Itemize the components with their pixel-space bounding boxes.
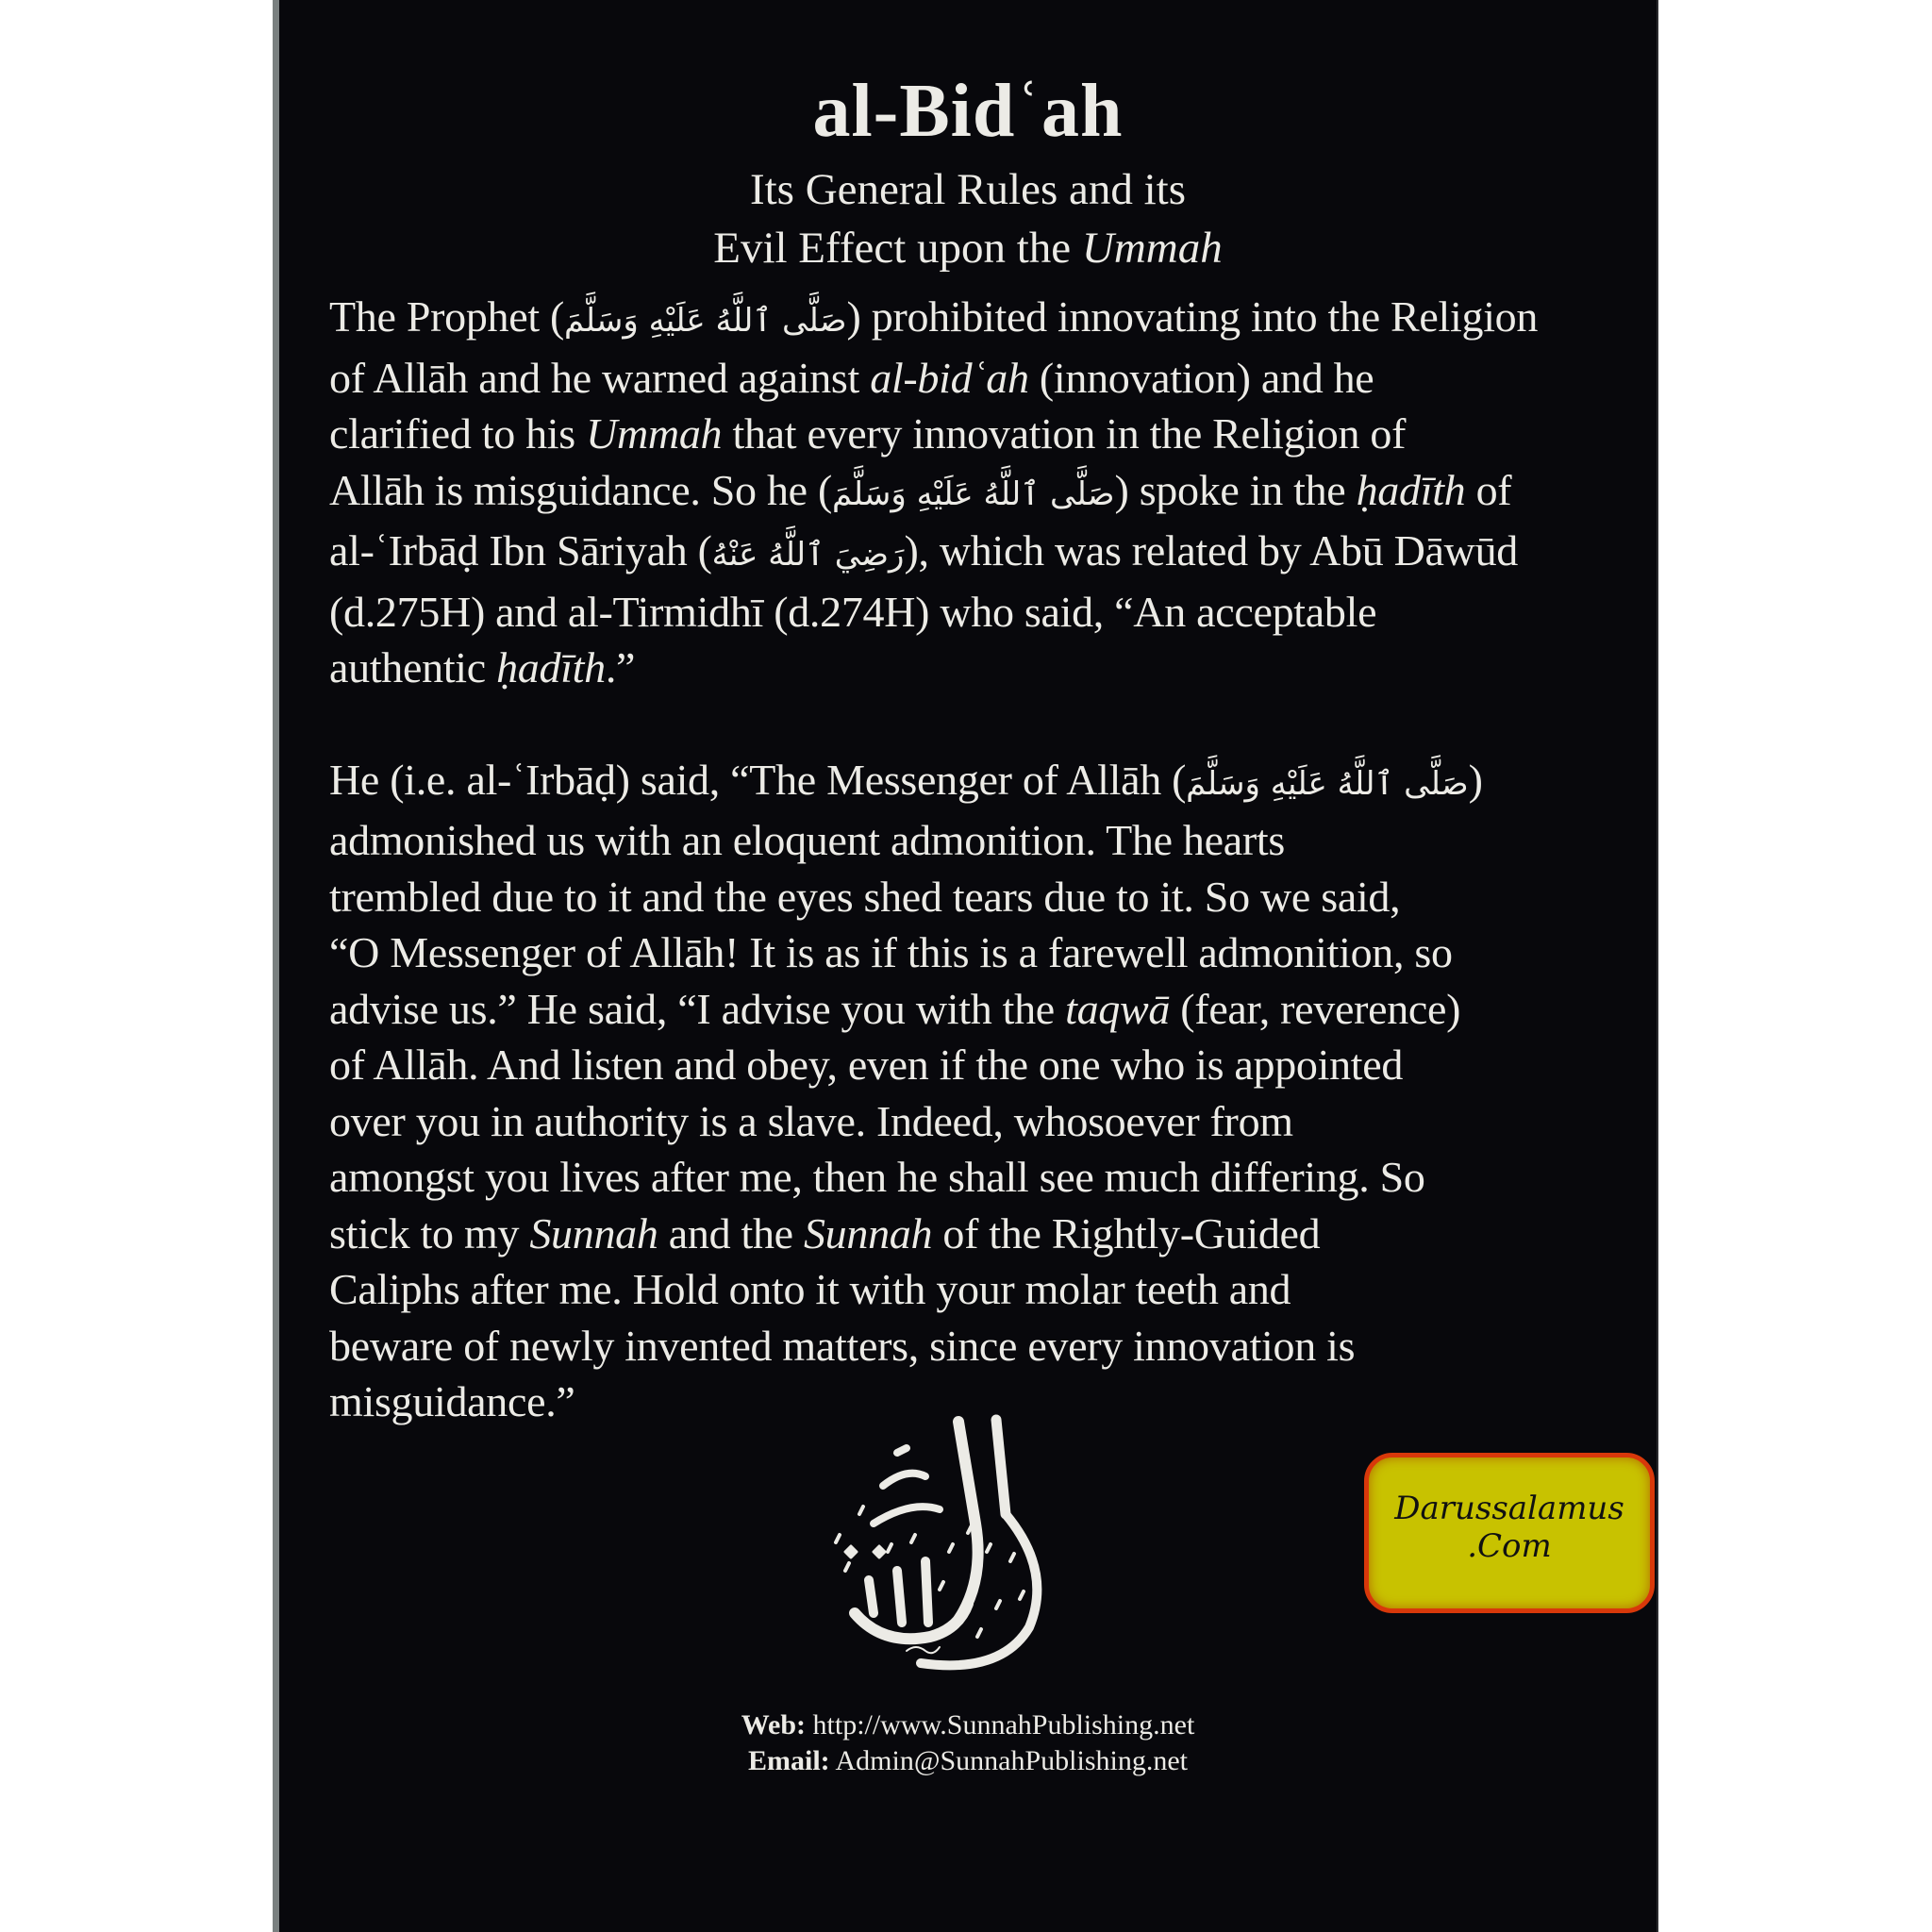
subtitle-italic-ummah: Ummah [1081,224,1223,273]
title-block [279,70,1657,277]
publisher-contact [279,1707,1657,1779]
web-label: Web: [741,1709,807,1740]
radiallahu-arabic: رَضِيَ ٱللَّهُ عَنْهُ [711,536,905,574]
p2-line-11: beware of newly invented matters, since every innovation is [329,1321,1356,1370]
p1-line-4: Allāh is misguidance. So he (صَلَّى ٱللَّهُ عَلَيْهِ وَسَلَّمَ) spoke in the ḥadīth of [329,465,1512,514]
subtitle-line-1: Its General Rules and its [749,165,1187,214]
p2-line-3: trembled due to it and the eyes shed tears due to it. So we said, [329,872,1401,921]
p2-line-7: over you in authority is a slave. Indeed, whosoever from [329,1096,1293,1145]
p2-line-6: of Allāh. And listen and obey, even if the one who is appointed [329,1041,1404,1089]
salutation-arabic: صَلَّى ٱللَّهُ عَلَيْهِ وَسَلَّمَ [1186,764,1469,803]
book-back-cover [273,0,1658,1932]
p2-line-1: He (i.e. al-ʿIrbāḍ) said, “The Messenger of Allāh (صَلَّى ٱللَّهُ عَلَيْهِ وَسَلَّمَ) [329,755,1483,804]
book-title: al-Bidʿah [812,70,1124,153]
p2-line-9: stick to my Sunnah and the Sunnah of the Rightly-Guided [329,1208,1321,1257]
salutation-arabic: صَلَّى ٱللَّهُ عَلَيْهِ وَسَلَّمَ [564,302,847,340]
p1-line-1: The Prophet (صَلَّى ٱللَّهُ عَلَيْهِ وَسَلَّمَ) prohibited innovating into the Religion [329,292,1539,341]
email-address[interactable]: Admin@SunnahPublishing.net [829,1745,1188,1776]
paragraph-2 [329,752,1622,1430]
sticker-line-2: .Com [1467,1527,1552,1565]
p2-line-4: “O Messenger of Allāh! It is as if this is a farewell admonition, so [329,928,1453,976]
email-label: Email: [748,1745,830,1776]
p1-line-6: (d.275H) and al-Tirmidhī (d.274H) who said, “An acceptable [329,587,1377,636]
p1-line-3: clarified to his Ummah that every innovation in the Religion of [329,409,1407,458]
email-line [279,1743,1657,1779]
paragraph-1 [329,289,1622,696]
subtitle-line-2-text: Evil Effect upon the [713,224,1082,273]
book-subtitle [279,160,1657,277]
p2-line-8: amongst you lives after me, then he shall see much differing. So [329,1153,1425,1201]
p2-line-2: admonished us with an eloquent admonition. The hearts [329,816,1285,864]
subtitle-line-2 [279,219,1657,277]
darussalamus-sticker [1364,1453,1655,1613]
p2-line-5: advise us.” He said, “I advise you with the taqwā (fear, reverence) [329,984,1461,1033]
p2-line-12: misguidance.” [329,1377,575,1425]
maktabah-sunnah-logo-icon [817,1410,1062,1674]
p1-line-2: of Allāh and he warned against al-bidʿah (innovation) and he [329,353,1374,402]
web-line [279,1707,1657,1743]
p2-line-10: Caliphs after me. Hold onto it with your molar teeth and [329,1265,1291,1313]
p1-line-5: al-ʿIrbāḍ Ibn Sāriyah (رَضِيَ ٱللَّهُ عَنْهُ), which was related by Abū Dāwūd [329,526,1518,575]
salutation-arabic: صَلَّى ٱللَّهُ عَلَيْهِ وَسَلَّمَ [832,475,1115,513]
calligraphy-logo-svg [817,1410,1062,1674]
p1-line-7: authentic ḥadīth.” [329,643,636,691]
blurb-body [329,289,1622,1430]
web-url[interactable]: http://www.SunnahPublishing.net [806,1709,1195,1740]
sticker-line-1: Darussalamus [1394,1490,1624,1527]
